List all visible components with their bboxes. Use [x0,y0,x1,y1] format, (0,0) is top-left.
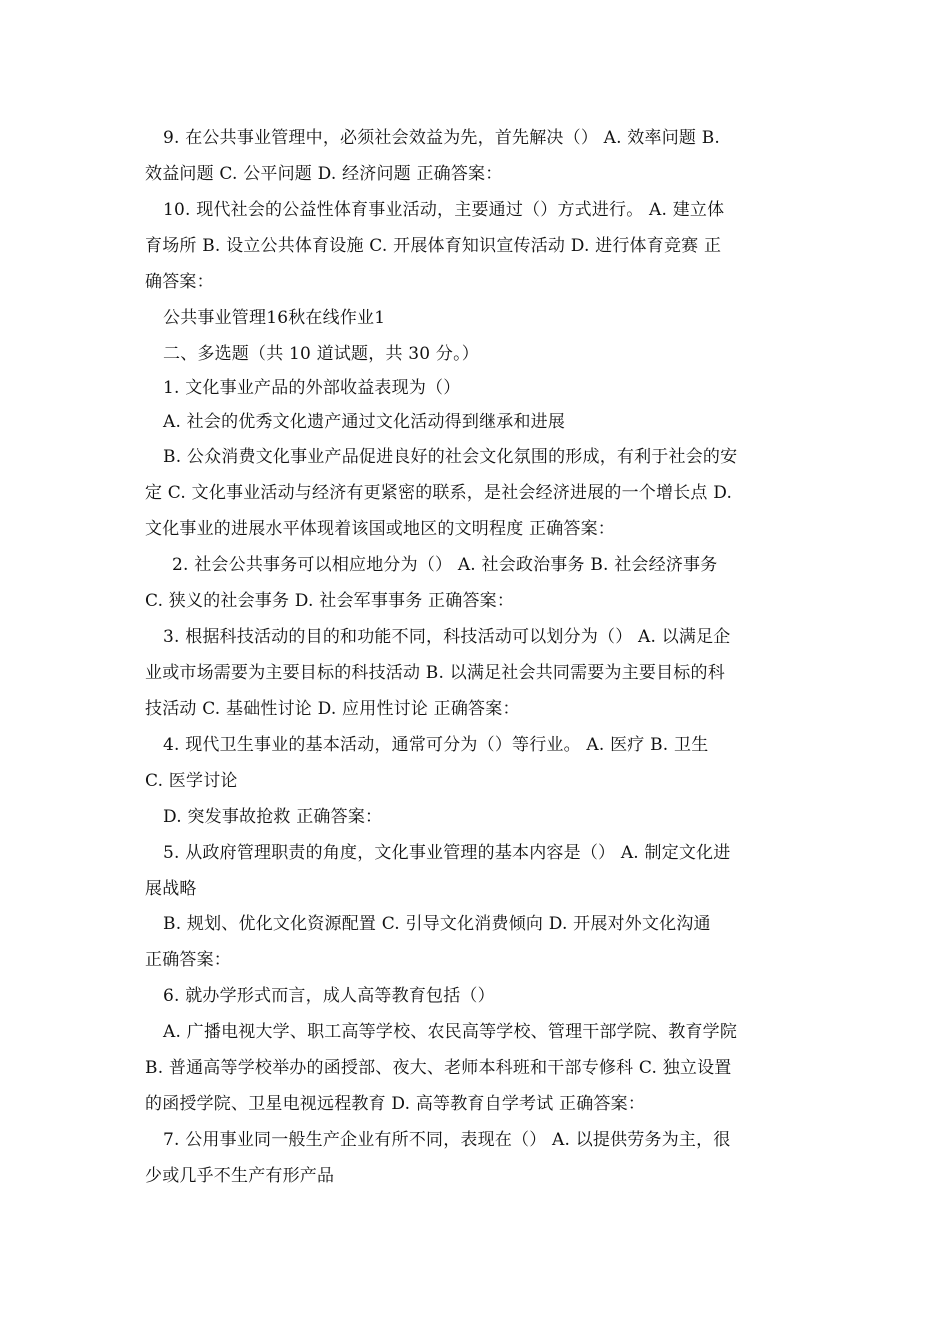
text-line: 业或市场需要为主要目标的科技活动 B. 以满足社会共同需要为主要目标的科 [145,663,725,683]
text-line: B. 普通高等学校举办的函授部、夜大、老师本科班和干部专修科 C. 独立设置 [145,1058,732,1078]
text-line: A. 社会的优秀文化遗产通过文化活动得到继承和进展 [163,412,566,432]
text-line: 正确答案： [145,950,231,970]
text-line: 3. 根据科技活动的目的和功能不同，科技活动可以划分为（） A. 以满足企 [163,627,731,647]
text-line: 4. 现代卫生事业的基本活动，通常可分为（）等行业。 A. 医疗 B. 卫生 [163,735,709,755]
text-line: 育场所 B. 设立公共体育设施 C. 开展体育知识宣传活动 D. 进行体育竞赛 正 [145,236,722,256]
text-line: A. 广播电视大学、职工高等学校、农民高等学校、管理干部学院、教育学院 [163,1022,738,1042]
text-line: 2. 社会公共事务可以相应地分为（） A. 社会政治事务 B. 社会经济事务 [172,555,718,575]
text-line: B. 公众消费文化事业产品促进良好的社会文化氛围的形成，有利于社会的安 [163,447,738,467]
text-line: 5. 从政府管理职责的角度，文化事业管理的基本内容是（） A. 制定文化进 [163,843,731,863]
text-line: 技活动 C. 基础性讨论 D. 应用性讨论 正确答案： [145,699,520,719]
text-line: 少或几乎不生产有形产品 [145,1166,335,1186]
text-line: 9. 在公共事业管理中，必须社会效益为先，首先解决（） A. 效率问题 B. [163,128,721,148]
text-line: C. 医学讨论 [145,771,238,791]
text-line: 6. 就办学形式而言，成人高等教育包括（） [163,986,495,1006]
text-line: 1. 文化事业产品的外部收益表现为（） [163,378,461,398]
text-line: 的函授学院、卫星电视远程教育 D. 高等教育自学考试 正确答案： [145,1094,646,1114]
text-line: 展战略 [145,879,197,899]
text-line: 7. 公用事业同一般生产企业有所不同，表现在（） A. 以提供劳务为主，很 [163,1130,731,1150]
text-line: 文化事业的进展水平体现着该国或地区的文明程度 正确答案： [145,519,616,539]
text-line: 10. 现代社会的公益性体育事业活动，主要通过（）方式进行。 A. 建立体 [163,200,725,220]
section-title: 公共事业管理16秋在线作业1 [163,308,386,328]
text-line: D. 突发事故抢救 正确答案： [163,807,383,827]
text-line: 效益问题 C. 公平问题 D. 经济问题 正确答案： [145,164,503,184]
text-line: 定 C. 文化事业活动与经济有更紧密的联系，是社会经济进展的一个增长点 D. [145,483,733,503]
text-line: B. 规划、优化文化资源配置 C. 引导文化消费倾向 D. 开展对外文化沟通 [163,914,711,934]
text-line: 确答案： [145,272,214,292]
text-line: C. 狭义的社会事务 D. 社会军事事务 正确答案： [145,591,515,611]
section-heading: 二、多选题（共 10 道试题，共 30 分。） [163,344,479,364]
